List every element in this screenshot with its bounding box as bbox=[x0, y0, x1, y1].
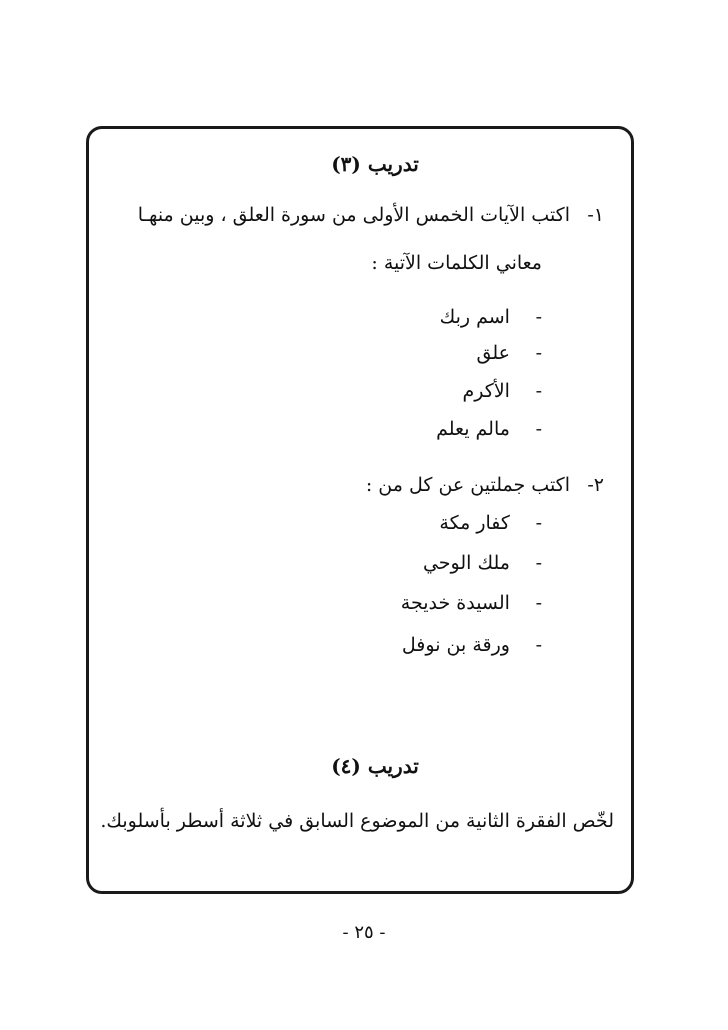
q1-item-text: الأكرم bbox=[462, 380, 510, 402]
question-2-line-1: اكتب جملتين عن كل من : bbox=[365, 474, 570, 496]
q1-list-item bbox=[463, 380, 542, 402]
q1-item-text: مالم يعلم bbox=[436, 418, 510, 440]
bullet-dash: - bbox=[535, 306, 542, 328]
q1-list-item bbox=[436, 418, 542, 440]
question-2-number: ٢- bbox=[587, 474, 604, 496]
q2-item-text: كفار مكة bbox=[439, 512, 510, 534]
q2-item-text: ملك الوحي bbox=[422, 552, 510, 574]
q1-item-text: علق bbox=[476, 342, 510, 364]
content-frame bbox=[86, 126, 634, 894]
q1-list-item bbox=[476, 342, 542, 364]
bullet-dash: - bbox=[535, 512, 542, 534]
q2-list-item bbox=[401, 592, 542, 614]
bullet-dash: - bbox=[535, 592, 542, 614]
q2-list-item bbox=[423, 552, 542, 574]
bullet-dash: - bbox=[535, 380, 542, 402]
bullet-dash: - bbox=[535, 342, 542, 364]
question-2 bbox=[300, 474, 604, 504]
q1-item-text: اسم ربك bbox=[439, 306, 510, 328]
question-1-line-1: اكتب الآيات الخمس الأولى من سورة العلق ، وبين منهـا bbox=[137, 204, 570, 226]
q2-item-text: السيدة خديجة bbox=[400, 592, 510, 614]
q2-item-text: ورقة بن نوفل bbox=[401, 634, 510, 656]
q1-list-item bbox=[440, 306, 542, 328]
bullet-dash: - bbox=[535, 418, 542, 440]
exercise-4-text: لخّص الفقرة الثانية من الموضوع السابق في ثلاثة أسطر بأسلوبك. bbox=[100, 810, 614, 832]
exercise-3-title: تدريب (٣) bbox=[331, 152, 419, 176]
question-1-number: ١- bbox=[587, 204, 604, 226]
q2-list-item bbox=[439, 512, 542, 534]
q2-list-item bbox=[402, 634, 542, 656]
bullet-dash: - bbox=[535, 552, 542, 574]
question-1-line-2: معاني الكلمات الآتية : bbox=[371, 252, 542, 274]
question-1 bbox=[110, 204, 604, 234]
exercise-4-title: تدريب (٤) bbox=[331, 754, 419, 778]
bullet-dash: - bbox=[535, 634, 542, 656]
page-number: - ٢٥ - bbox=[342, 922, 386, 943]
